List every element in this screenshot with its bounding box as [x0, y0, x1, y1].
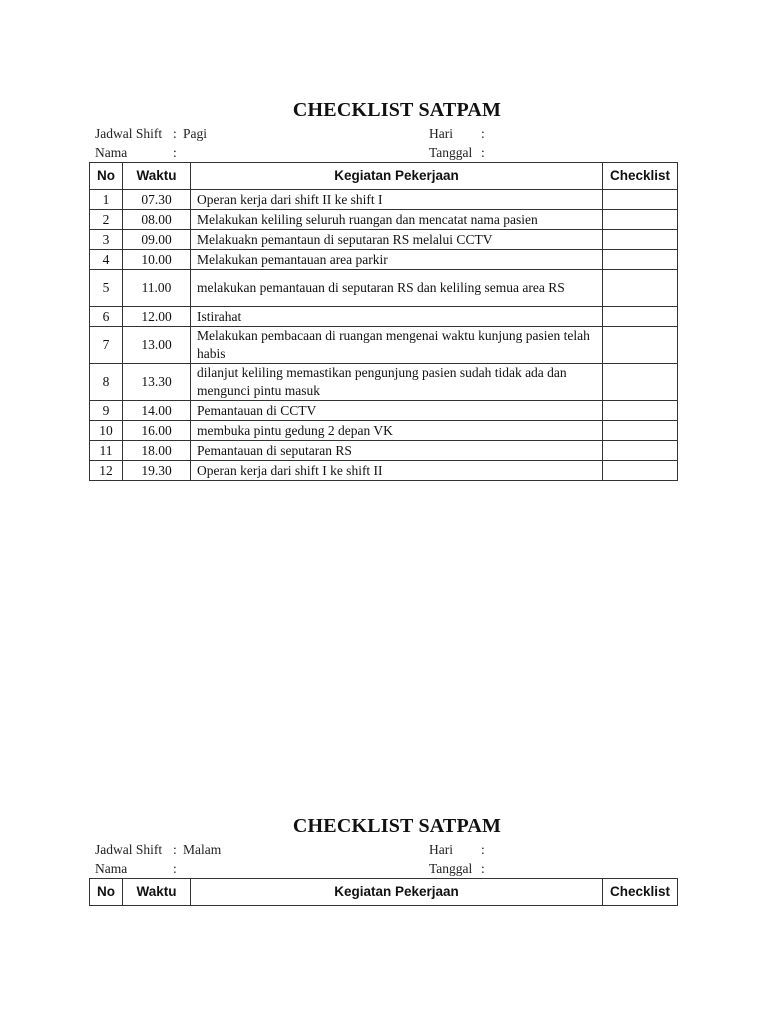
row-number: 2 [90, 210, 123, 230]
shift-field [95, 124, 207, 143]
table-header-row [90, 879, 678, 906]
row-checklist-cell[interactable] [603, 270, 678, 307]
row-number: 7 [90, 327, 123, 364]
day-separator: : [481, 126, 485, 141]
date-label: Tanggal [429, 861, 473, 876]
checklist-sheet-malam [89, 812, 677, 906]
header-activity: Kegiatan Pekerjaan [191, 879, 603, 906]
row-activity: Operan kerja dari shift I ke shift II [191, 461, 603, 481]
checklist-table [89, 162, 678, 481]
row-time: 16.00 [123, 421, 191, 441]
day-separator: : [481, 842, 485, 857]
table-row [90, 364, 678, 401]
day-label: Hari [429, 842, 453, 857]
row-number: 10 [90, 421, 123, 441]
row-time: 18.00 [123, 441, 191, 461]
shift-value: Malam [183, 842, 222, 857]
table-row [90, 461, 678, 481]
row-time: 14.00 [123, 401, 191, 421]
row-activity: Melakuakn pemantaun di seputaran RS melalui CCTV [191, 230, 603, 250]
table-body [90, 190, 678, 481]
row-checklist-cell[interactable] [603, 461, 678, 481]
name-separator: : [173, 861, 177, 876]
day-label: Hari [429, 126, 453, 141]
row-time: 13.00 [123, 327, 191, 364]
row-time: 10.00 [123, 250, 191, 270]
checklist-sheet-pagi [89, 96, 677, 481]
row-number: 4 [90, 250, 123, 270]
row-time: 12.00 [123, 307, 191, 327]
name-field [95, 859, 183, 878]
row-number: 1 [90, 190, 123, 210]
row-checklist-cell[interactable] [603, 250, 678, 270]
row-checklist-cell[interactable] [603, 210, 678, 230]
row-activity: Melakukan keliling seluruh ruangan dan mencatat nama pasien [191, 210, 603, 230]
row-checklist-cell[interactable] [603, 364, 678, 401]
date-separator: : [481, 145, 485, 160]
header-no: No [90, 879, 123, 906]
date-field [429, 143, 491, 162]
row-activity: Pemantauan di seputaran RS [191, 441, 603, 461]
table-header-row [90, 163, 678, 190]
sheet-meta [89, 124, 677, 162]
table-row [90, 250, 678, 270]
row-time: 13.30 [123, 364, 191, 401]
table-row [90, 210, 678, 230]
row-number: 9 [90, 401, 123, 421]
date-label: Tanggal [429, 145, 473, 160]
header-checklist: Checklist [603, 879, 678, 906]
row-checklist-cell[interactable] [603, 307, 678, 327]
shift-label: Jadwal Shift [95, 842, 163, 857]
sheet-meta [89, 840, 677, 878]
row-time: 09.00 [123, 230, 191, 250]
row-checklist-cell[interactable] [603, 327, 678, 364]
row-activity: Pemantauan di CCTV [191, 401, 603, 421]
table-row [90, 327, 678, 364]
sheet-title: CHECKLIST SATPAM [292, 99, 502, 121]
row-checklist-cell[interactable] [603, 230, 678, 250]
row-time: 08.00 [123, 210, 191, 230]
row-activity: membuka pintu gedung 2 depan VK [191, 421, 603, 441]
shift-separator: : [173, 842, 177, 857]
row-time: 19.30 [123, 461, 191, 481]
name-label: Nama [95, 861, 128, 876]
row-activity: Melakukan pemantauan area parkir [191, 250, 603, 270]
shift-separator: : [173, 126, 177, 141]
row-activity: melakukan pemantauan di seputaran RS dan keliling semua area RS [191, 270, 603, 307]
table-row [90, 270, 678, 307]
row-number: 3 [90, 230, 123, 250]
row-number: 12 [90, 461, 123, 481]
table-row [90, 230, 678, 250]
date-field [429, 859, 491, 878]
row-checklist-cell[interactable] [603, 441, 678, 461]
date-separator: : [481, 861, 485, 876]
shift-value: Pagi [183, 126, 208, 141]
row-activity: Istirahat [191, 307, 603, 327]
table-row [90, 401, 678, 421]
day-field [429, 840, 491, 859]
table-row [90, 190, 678, 210]
row-activity: Operan kerja dari shift II ke shift I [191, 190, 603, 210]
table-row [90, 307, 678, 327]
row-number: 11 [90, 441, 123, 461]
row-checklist-cell[interactable] [603, 421, 678, 441]
table-row [90, 441, 678, 461]
name-label: Nama [95, 145, 128, 160]
row-checklist-cell[interactable] [603, 401, 678, 421]
row-activity: Melakukan pembacaan di ruangan mengenai waktu kunjung pasien telah habis [191, 327, 603, 364]
header-activity: Kegiatan Pekerjaan [191, 163, 603, 190]
header-no: No [90, 163, 123, 190]
row-activity: dilanjut keliling memastikan pengunjung pasien sudah tidak ada dan mengunci pintu masuk [191, 364, 603, 401]
row-time: 07.30 [123, 190, 191, 210]
row-checklist-cell[interactable] [603, 190, 678, 210]
row-number: 5 [90, 270, 123, 307]
shift-label: Jadwal Shift [95, 126, 163, 141]
row-number: 8 [90, 364, 123, 401]
row-number: 6 [90, 307, 123, 327]
table-row [90, 421, 678, 441]
checklist-table [89, 878, 678, 906]
day-field [429, 124, 491, 143]
name-separator: : [173, 145, 177, 160]
sheet-title: CHECKLIST SATPAM [292, 815, 502, 837]
name-field [95, 143, 183, 162]
row-time: 11.00 [123, 270, 191, 307]
header-time: Waktu [123, 163, 191, 190]
header-checklist: Checklist [603, 163, 678, 190]
header-time: Waktu [123, 879, 191, 906]
shift-field [95, 840, 221, 859]
